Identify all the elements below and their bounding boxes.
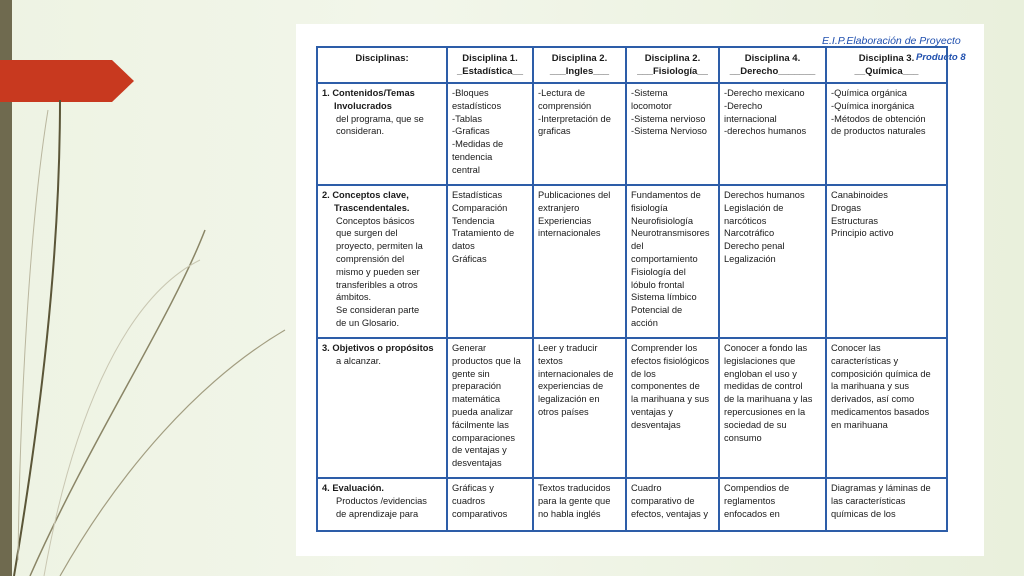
cell-text-line: acción: [631, 317, 658, 328]
cell-text-line: narcóticos: [724, 215, 767, 226]
cell-text-line: legalización en: [538, 394, 600, 405]
cell-text-line: sociedad de su: [724, 419, 787, 430]
cell-text-line: desventajas: [631, 419, 681, 430]
table-cell: [826, 185, 947, 338]
cell-text-line: Fundamentos de: [631, 190, 701, 200]
table-cell: [533, 185, 626, 338]
table-cell: [533, 478, 626, 531]
table-cell: [447, 185, 533, 338]
col-header-derecho: Disciplina 4. __Derecho_______: [719, 47, 826, 83]
row-description-line: Conceptos básicos: [336, 215, 415, 226]
cell-text-line: las características: [831, 495, 906, 506]
row-description-line: proyecto, permiten la: [336, 241, 423, 252]
cell-text-line: Canabinoides: [831, 190, 888, 200]
table-row-contenidos: [317, 83, 947, 185]
col-header-quimica: Disciplina 3. __Química___: [826, 47, 947, 83]
cell-text-line: internacionales: [538, 228, 601, 239]
cell-text-line: Comprender los: [631, 343, 698, 353]
cell-text-line: enfocados en: [724, 508, 780, 519]
row-description-line: de aprendizaje para: [336, 508, 419, 519]
row-description-line: transferibles a otros: [336, 279, 418, 290]
cell-text-line: -Química orgánica: [831, 88, 907, 98]
row-description-line: consideran.: [336, 126, 385, 137]
cell-text-line: preparación: [452, 381, 502, 392]
cell-text-line: graficas: [538, 126, 571, 137]
table-cell: [626, 83, 719, 185]
cell-text-line: Drogas: [831, 202, 861, 213]
cell-text-line: Neurotransmisores: [631, 228, 710, 239]
cell-text-line: comparativo de: [631, 495, 695, 506]
row-header-cell: [317, 478, 447, 531]
table-cell: [447, 478, 533, 531]
cell-text-line: -Tablas: [452, 113, 482, 124]
cell-text-line: Cuadro: [631, 483, 662, 493]
col-header-disciplinas: Disciplinas:: [317, 47, 447, 83]
cell-text-line: -Lectura de: [538, 88, 586, 98]
cell-text-line: legislaciones que: [724, 355, 796, 366]
table-cell: [533, 83, 626, 185]
cell-text-line: internacional: [724, 113, 777, 124]
cell-text-line: Leer y traducir: [538, 343, 598, 353]
cell-text-line: -Sistema: [631, 88, 668, 98]
cell-text-line: Neurofisiología: [631, 215, 694, 226]
row-title-line: 3. Objetivos o propósitos: [322, 343, 434, 353]
cell-text-line: composición química de: [831, 368, 931, 379]
cell-text-line: -Sistema nervioso: [631, 113, 706, 124]
cell-text-line: Fisiología del: [631, 266, 686, 277]
cell-text-line: -Medidas de: [452, 139, 504, 150]
cell-text-line: Tendencia: [452, 215, 495, 226]
cell-text-line: Legislación de: [724, 202, 784, 213]
cell-text-line: Publicaciones del: [538, 190, 611, 200]
cell-text-line: central: [452, 164, 480, 175]
cell-text-line: Derecho penal: [724, 241, 785, 252]
cell-text-line: pueda analizar: [452, 406, 513, 417]
cell-text-line: Gráficas: [452, 253, 487, 264]
cell-text-line: -Sistema Nervioso: [631, 126, 707, 137]
table-cell: [626, 185, 719, 338]
row-description-line: a alcanzar.: [336, 355, 381, 366]
row-header-cell: [317, 83, 447, 185]
cell-text-line: -Química inorgánica: [831, 100, 915, 111]
row-header-cell: [317, 185, 447, 338]
cell-text-line: del: [631, 241, 644, 252]
cell-text-line: medicamentos basados: [831, 406, 930, 417]
table-cell: [719, 185, 826, 338]
cell-text-line: -Derecho mexicano: [724, 88, 805, 98]
row-description-line: Se consideran parte: [336, 305, 420, 316]
cell-text-line: Conocer a fondo las: [724, 343, 808, 353]
col-header-fisiologia: Disciplina 2. ___Fisiología__: [626, 47, 719, 83]
row-description-line: mismo y pueden ser: [336, 266, 420, 277]
table-cell: [626, 338, 719, 478]
cell-text-line: Legalización: [724, 253, 776, 264]
cell-text-line: experiencias de: [538, 381, 604, 392]
cell-text-line: repercusiones en la: [724, 406, 806, 417]
table-header-row: [317, 47, 947, 83]
row-title-line: 4. Evaluación.: [322, 483, 385, 493]
table-cell: [533, 338, 626, 478]
cell-text-line: tendencia: [452, 151, 493, 162]
cell-text-line: internacionales de: [538, 368, 614, 379]
cell-text-line: otros países: [538, 406, 589, 417]
cell-text-line: Conocer las: [831, 343, 881, 353]
cell-text-line: datos: [452, 241, 475, 252]
cell-text-line: características y: [831, 355, 899, 366]
cell-text-line: engloban el uso y: [724, 368, 797, 379]
cell-text-line: gente sin: [452, 368, 490, 379]
table-row-evaluacion: [317, 478, 947, 531]
cell-text-line: comportamiento: [631, 253, 698, 264]
cell-text-line: -Bloques: [452, 88, 489, 98]
row-description-line: comprensión del: [336, 253, 405, 264]
cell-text-line: efectos fisiológicos: [631, 355, 710, 366]
cell-text-line: Compendios de: [724, 483, 790, 493]
table-row-conceptos: [317, 185, 947, 338]
cell-text-line: ventajas y: [631, 406, 673, 417]
cell-text-line: productos que la: [452, 355, 521, 366]
cell-text-line: Comparación: [452, 202, 508, 213]
row-description-line: ámbitos.: [336, 292, 372, 303]
cell-text-line: de ventajas y: [452, 445, 507, 456]
table-cell: [826, 83, 947, 185]
cell-text-line: -Interpretación de: [538, 113, 611, 124]
curved-lines-decoration: [0, 0, 300, 576]
cell-text-line: fisiología: [631, 202, 668, 213]
cell-text-line: en marihuana: [831, 419, 888, 430]
cell-text-line: de productos naturales: [831, 126, 926, 137]
cell-text-line: -Métodos de obtención: [831, 113, 926, 124]
cell-text-line: Narcotráfico: [724, 228, 775, 239]
row-title-line: 1. Contenidos/Temas: [322, 88, 415, 98]
cell-text-line: de la marihuana y las: [724, 394, 813, 405]
cell-text-line: Experiencias: [538, 215, 592, 226]
cell-text-line: medidas de control: [724, 381, 803, 392]
col-header-ingles: Disciplina 2. ___Ingles___: [533, 47, 626, 83]
row-header-cell: [317, 338, 447, 478]
cell-text-line: Tratamiento de: [452, 228, 515, 239]
cell-text-line: -Graficas: [452, 126, 490, 137]
cell-text-line: fácilmente las: [452, 419, 509, 430]
table-cell: [626, 478, 719, 531]
cell-text-line: para la gente que: [538, 495, 611, 506]
row-title-line: Involucrados: [334, 100, 392, 111]
cell-text-line: estadísticos: [452, 100, 502, 111]
cell-text-line: derivados, así como: [831, 394, 915, 405]
discipline-table: [316, 46, 948, 532]
cell-text-line: comparativos: [452, 508, 508, 519]
table-cell: [826, 478, 947, 531]
cell-text-line: reglamentos: [724, 495, 776, 506]
cell-text-line: químicas de los: [831, 508, 896, 519]
cell-text-line: lóbulo frontal: [631, 279, 685, 290]
cell-text-line: no habla inglés: [538, 508, 601, 519]
cell-text-line: Principio activo: [831, 228, 894, 239]
cell-text-line: la marihuana y sus: [831, 381, 910, 392]
cell-text-line: la marihuana y sus: [631, 394, 710, 405]
table-cell: [719, 478, 826, 531]
table-cell: [719, 338, 826, 478]
cell-text-line: cuadros: [452, 495, 486, 506]
cell-text-line: Textos traducidos: [538, 483, 611, 493]
cell-text-line: Generar: [452, 343, 487, 353]
cell-text-line: efectos, ventajas y: [631, 508, 708, 519]
cell-text-line: matemática: [452, 394, 501, 405]
cell-text-line: de los: [631, 368, 656, 379]
row-description-line: del programa, que se: [336, 113, 424, 124]
cell-text-line: -Derecho: [724, 100, 763, 111]
product-label: Producto 8: [916, 52, 966, 63]
cell-text-line: extranjero: [538, 202, 580, 213]
row-description-line: que surgen del: [336, 228, 398, 239]
table-cell: [447, 338, 533, 478]
cell-text-line: Derechos humanos: [724, 190, 805, 200]
cell-text-line: componentes de: [631, 381, 700, 392]
cell-text-line: Estadísticas: [452, 190, 503, 200]
table-row-objetivos: [317, 338, 947, 478]
table-cell: [719, 83, 826, 185]
row-description-line: Productos /evidencias: [336, 495, 427, 506]
project-header: E.I.P.Elaboración de Proyecto: [822, 35, 961, 47]
cell-text-line: Potencial de: [631, 305, 683, 316]
table-cell: [447, 83, 533, 185]
cell-text-line: consumo: [724, 432, 762, 443]
cell-text-line: comprensión: [538, 100, 592, 111]
table-cell: [826, 338, 947, 478]
cell-text-line: desventajas: [452, 458, 502, 469]
cell-text-line: Diagramas y láminas de: [831, 483, 931, 493]
cell-text-line: Sistema límbico: [631, 292, 697, 303]
row-title-line: 2. Conceptos clave,: [322, 190, 409, 200]
cell-text-line: comparaciones: [452, 432, 516, 443]
cell-text-line: textos: [538, 355, 563, 366]
row-title-line: Trascendentales.: [334, 202, 410, 213]
cell-text-line: locomotor: [631, 100, 672, 111]
cell-text-line: Gráficas y: [452, 483, 494, 493]
cell-text-line: Estructuras: [831, 215, 879, 226]
row-description-line: de un Glosario.: [336, 317, 400, 328]
cell-text-line: -derechos humanos: [724, 126, 807, 137]
col-header-estadistica: Disciplina 1. _Estadística__: [447, 47, 533, 83]
